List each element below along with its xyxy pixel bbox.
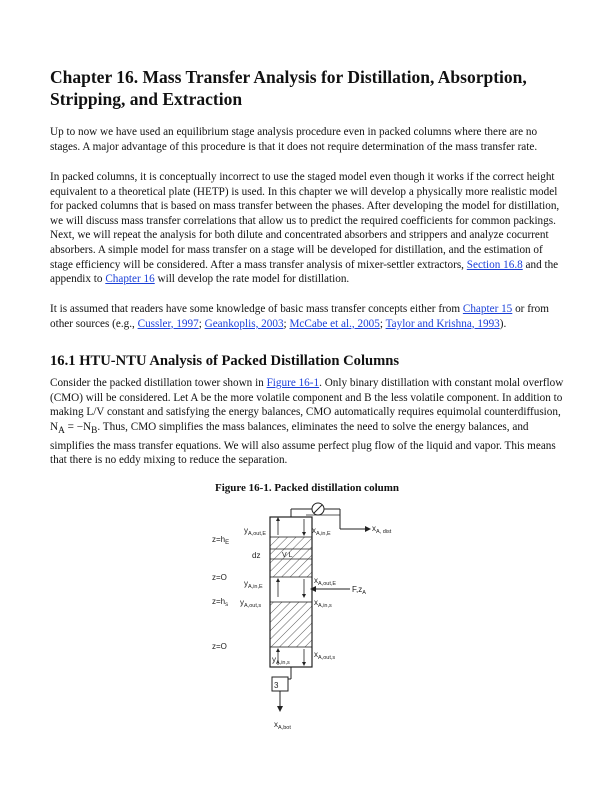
x-out-s-label: $x_{A,out,s}$ (314, 650, 336, 661)
separator: ; (283, 317, 290, 330)
paragraph-text: or from other sources (e.g., (50, 303, 549, 330)
y-out-s-label: $y_{A,out,s}$ (240, 598, 262, 609)
z-zero-top-label: z=O (212, 573, 227, 582)
chapter-16-link[interactable]: Chapter 16 (105, 273, 155, 286)
feed-arrow (310, 586, 316, 592)
figure-16-1-link[interactable]: Figure 16-1 (266, 377, 320, 389)
subscript: B (91, 426, 98, 437)
y-in-s-label: $y_{A,in,s}$ (272, 655, 290, 666)
y-in-E-label: $y_{A,in,E}$ (244, 579, 263, 590)
ref-mccabe-link[interactable]: McCabe et al., 2005 (289, 317, 380, 330)
paragraph-text: In packed columns, it is conceptually incorrect to use the staged model even though it works if the correct height equivalent to a theoretical plate (HETP) is used. In this chapter we will develop a physically more realistic model for packed columns that is based on mass transfer between the phases. After developing the model for distillation, we will discuss mass transfer correlations that allow us to predict the required coefficients for common packings. Next, we will repeat the analysis for both dilute and concentrated absorbers and strippers and analyze cocurrent absorbers. A simple model for mass transfer on a stage will be developed for distillation, and the estimation of stage efficiency will be considered. After a mass transfer analysis of mixer-settler extractors, (50, 171, 560, 271)
x-in-E-label: $x_{A,in,E}$ (312, 526, 331, 537)
ref-taylor-krishna-link[interactable]: Taylor and Krishna, 1993 (385, 317, 500, 330)
reboiler-label: 3 (274, 681, 279, 690)
distillate-arrow (365, 526, 371, 532)
chapter-15-link[interactable]: Chapter 15 (462, 303, 513, 315)
feed-label: $F,z_A$ (352, 585, 366, 596)
paragraph-text: will develop the rate model for distillation. (154, 273, 350, 286)
x-out-E-label: $x_{A,out,E}$ (314, 576, 337, 587)
htu-ntu-paragraph (50, 376, 566, 468)
subscript: A (58, 426, 65, 437)
packed-columns-paragraph (50, 170, 566, 287)
separator: ; (198, 317, 205, 330)
paragraph-text: . Thus, CMO simplifies the mass balances, eliminates the need to solve the energy balances, and simplifies the mass transfer equations. We will also assume perfect plug flow of the liquid and vapor. This means that there is no eddy mixing to reduce the separation. (50, 420, 556, 467)
section-16-8-link[interactable]: Section 16.8 (466, 258, 523, 271)
paragraph-text: It is assumed that readers have some knowledge of basic mass transfer concepts either from (50, 303, 463, 315)
figure-caption: Figure 16-1. Packed distillation column (214, 482, 400, 494)
dz-flow-marks: V L (282, 552, 293, 559)
z-hE-label: $z=h_E$ (212, 535, 230, 546)
bottoms-arrow (277, 706, 283, 712)
separator: ; (379, 317, 386, 330)
paragraph-text: and the appendix to (50, 258, 559, 286)
packed-column-diagram (200, 497, 410, 739)
paragraph-text: . Only binary distillation with constant molal overflow (CMO) will be considered. Let A be the more volatile component and B the less volatile component. In addition to making L/V constant and satisfying the energy balances, CMO automatically requires equimolal counterdiffusion, N (50, 377, 564, 433)
x-bot-label: $x_{A,bot}$ (274, 720, 291, 731)
dz-label: dz (252, 551, 261, 560)
section-title: 16.1 HTU-NTU Analysis of Packed Distillation Columns (50, 353, 400, 369)
stripping-packing (270, 602, 312, 647)
assumptions-paragraph (50, 302, 566, 331)
paragraph-text: = −N (64, 420, 92, 433)
z-hs-label: $z=h_s$ (212, 597, 229, 608)
paragraph-text: ). (499, 317, 507, 330)
x-in-s-label: $x_{A,in,s}$ (314, 598, 332, 609)
ref-cussler-link[interactable]: Cussler, 1997 (137, 317, 199, 330)
z-zero-bottom-label: z=O (212, 642, 227, 651)
chapter-title: Chapter 16. Mass Transfer Analysis for Distillation, Absorption, Stripping, and Extraction (50, 67, 527, 109)
paragraph-text: Consider the packed distillation tower shown in (50, 377, 267, 389)
x-dist-label: $x_{A, dist}$ (372, 524, 392, 535)
y-out-E-label: $y_{A,out,E}$ (244, 526, 267, 537)
ref-geankoplis-link[interactable]: Geankoplis, 2003 (204, 317, 284, 330)
intro-paragraph: Up to now we have used an equilibrium stage analysis procedure even in packed columns where there are no stages. A major advantage of this procedure is that it does not require determination of the mass transfer rate. (50, 126, 538, 153)
